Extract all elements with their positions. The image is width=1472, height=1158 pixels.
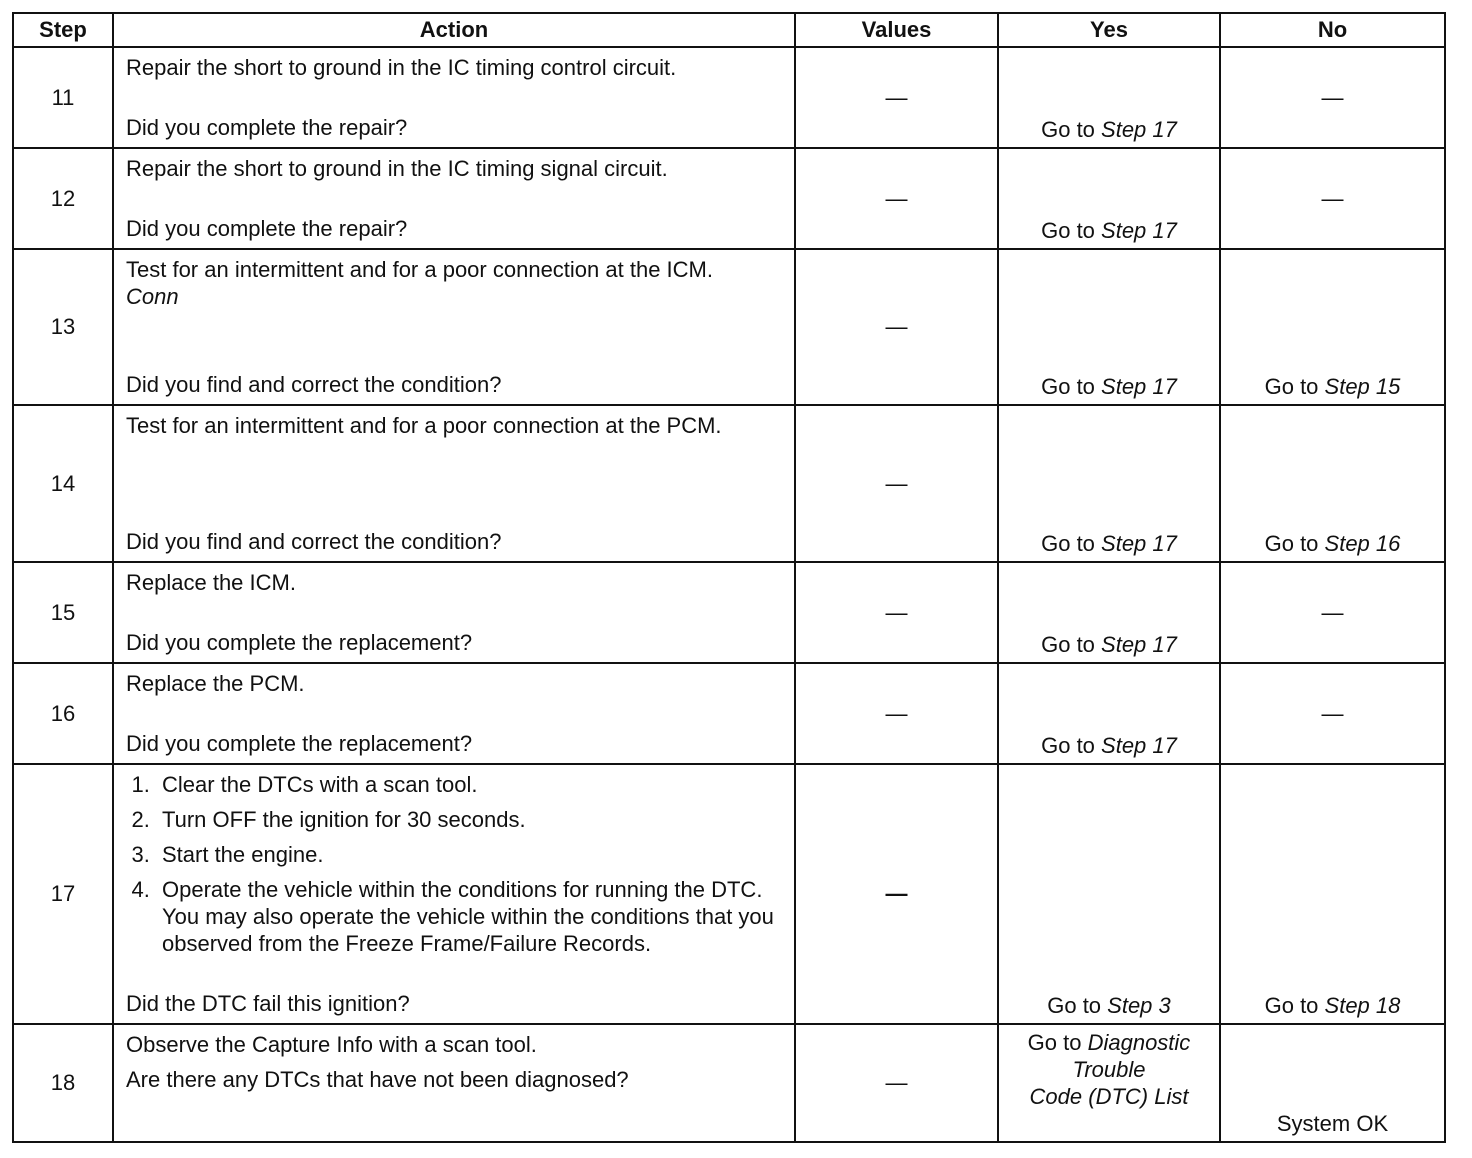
action-text: Test for an intermittent and for a poor connection at the ICM. bbox=[126, 257, 713, 282]
yes-cell bbox=[998, 663, 1220, 764]
table-row bbox=[13, 663, 1445, 764]
action-question: Did you complete the replacement? bbox=[126, 731, 473, 756]
action-question: Did you find and correct the condition? bbox=[126, 372, 502, 397]
no-cell: — bbox=[1220, 47, 1445, 148]
values-cell: — bbox=[795, 764, 998, 1024]
header-yes: Yes bbox=[998, 13, 1220, 47]
yes-dtc-link[interactable]: Diagnostic bbox=[1087, 1030, 1191, 1055]
action-question: Did you complete the repair? bbox=[126, 115, 408, 140]
yes-cell bbox=[998, 148, 1220, 249]
list-item: 2. Turn OFF the ignition for 30 seconds. bbox=[156, 806, 784, 833]
list-item: 4. Operate the vehicle within the conditions for running the DTC. You may also operate the vehicle within the conditions that you observed from the Freeze Frame/Failure Records. bbox=[156, 876, 784, 957]
yes-cell bbox=[998, 405, 1220, 562]
list-item: 1. Clear the DTCs with a scan tool. bbox=[156, 771, 784, 798]
yes-step-link[interactable]: Step 17 bbox=[1101, 218, 1177, 243]
yes-prefix: Go to bbox=[1041, 117, 1102, 142]
action-text: Repair the short to ground in the IC timing signal circuit. bbox=[126, 156, 668, 181]
no-cell bbox=[1220, 405, 1445, 562]
action-question: Did the DTC fail this ignition? bbox=[126, 991, 410, 1016]
diagnostic-table bbox=[12, 12, 1446, 1143]
table-row bbox=[13, 148, 1445, 249]
no-prefix: Go to bbox=[1264, 374, 1325, 399]
yes-cell bbox=[998, 764, 1220, 1024]
yes-cell bbox=[998, 249, 1220, 405]
table-row bbox=[13, 249, 1445, 405]
action-text: Replace the PCM. bbox=[126, 671, 305, 696]
no-step-link[interactable]: Step 16 bbox=[1324, 531, 1401, 556]
step-number: 15 bbox=[13, 562, 113, 663]
values-cell: — bbox=[795, 249, 998, 405]
yes-prefix: Go to bbox=[1041, 632, 1102, 657]
values-cell: — bbox=[795, 47, 998, 148]
no-cell: — bbox=[1220, 663, 1445, 764]
action-cell bbox=[113, 47, 795, 148]
no-cell bbox=[1220, 764, 1445, 1024]
action-question: Are there any DTCs that have not been diagnosed? bbox=[126, 1067, 629, 1092]
values-cell: — bbox=[795, 562, 998, 663]
yes-dtc-link[interactable]: Code (DTC) List bbox=[1029, 1084, 1189, 1109]
step-number: 13 bbox=[13, 249, 113, 405]
no-prefix: Go to bbox=[1264, 993, 1325, 1018]
table-row bbox=[13, 47, 1445, 148]
step-number: 18 bbox=[13, 1024, 113, 1142]
procedure-list bbox=[126, 771, 784, 961]
action-cell bbox=[113, 1024, 795, 1142]
table-row bbox=[13, 1024, 1445, 1142]
action-question: Did you complete the repair? bbox=[126, 216, 408, 241]
header-action: Action bbox=[113, 13, 795, 47]
connector-link[interactable]: Conn bbox=[126, 284, 179, 309]
header-no: No bbox=[1220, 13, 1445, 47]
action-cell bbox=[113, 764, 795, 1024]
yes-dtc-link[interactable]: Trouble bbox=[1072, 1057, 1146, 1082]
table-row bbox=[13, 405, 1445, 562]
header-row bbox=[13, 13, 1445, 47]
yes-prefix: Go to bbox=[1027, 1030, 1088, 1055]
values-cell: — bbox=[795, 1024, 998, 1142]
action-cell bbox=[113, 562, 795, 663]
no-cell bbox=[1220, 249, 1445, 405]
step-number: 16 bbox=[13, 663, 113, 764]
header-step: Step bbox=[13, 13, 113, 47]
yes-prefix: Go to bbox=[1041, 218, 1102, 243]
table-row bbox=[13, 764, 1445, 1024]
yes-step-link[interactable]: Step 3 bbox=[1107, 993, 1171, 1018]
header-values: Values bbox=[795, 13, 998, 47]
action-cell bbox=[113, 663, 795, 764]
no-cell: — bbox=[1220, 148, 1445, 249]
yes-step-link[interactable]: Step 17 bbox=[1101, 632, 1177, 657]
yes-step-link[interactable]: Step 17 bbox=[1101, 117, 1177, 142]
values-cell: — bbox=[795, 405, 998, 562]
no-cell: System OK bbox=[1220, 1024, 1445, 1142]
no-prefix: Go to bbox=[1264, 531, 1325, 556]
no-step-link[interactable]: Step 18 bbox=[1324, 993, 1401, 1018]
action-cell bbox=[113, 148, 795, 249]
yes-cell bbox=[998, 562, 1220, 663]
step-number: 14 bbox=[13, 405, 113, 562]
action-question: Did you complete the replacement? bbox=[126, 630, 473, 655]
yes-prefix: Go to bbox=[1041, 733, 1102, 758]
no-cell: — bbox=[1220, 562, 1445, 663]
yes-cell bbox=[998, 1024, 1220, 1142]
step-number: 11 bbox=[13, 47, 113, 148]
step-number: 12 bbox=[13, 148, 113, 249]
yes-step-link[interactable]: Step 17 bbox=[1101, 733, 1177, 758]
list-item: 3. Start the engine. bbox=[156, 841, 784, 868]
action-text: Repair the short to ground in the IC timing control circuit. bbox=[126, 55, 677, 80]
step-number: 17 bbox=[13, 764, 113, 1024]
yes-step-link[interactable]: Step 17 bbox=[1101, 374, 1177, 399]
action-cell bbox=[113, 405, 795, 562]
table-row bbox=[13, 562, 1445, 663]
action-cell bbox=[113, 249, 795, 405]
values-cell: — bbox=[795, 663, 998, 764]
action-text: Test for an intermittent and for a poor connection at the PCM. bbox=[126, 413, 722, 438]
yes-step-link[interactable]: Step 17 bbox=[1101, 531, 1177, 556]
yes-cell bbox=[998, 47, 1220, 148]
yes-prefix: Go to bbox=[1041, 374, 1102, 399]
action-text: Replace the ICM. bbox=[126, 570, 296, 595]
values-cell: — bbox=[795, 148, 998, 249]
yes-prefix: Go to bbox=[1047, 993, 1108, 1018]
action-question: Did you find and correct the condition? bbox=[126, 529, 502, 554]
yes-prefix: Go to bbox=[1041, 531, 1102, 556]
action-text: Observe the Capture Info with a scan tool. bbox=[126, 1032, 537, 1057]
no-step-link[interactable]: Step 15 bbox=[1324, 374, 1401, 399]
